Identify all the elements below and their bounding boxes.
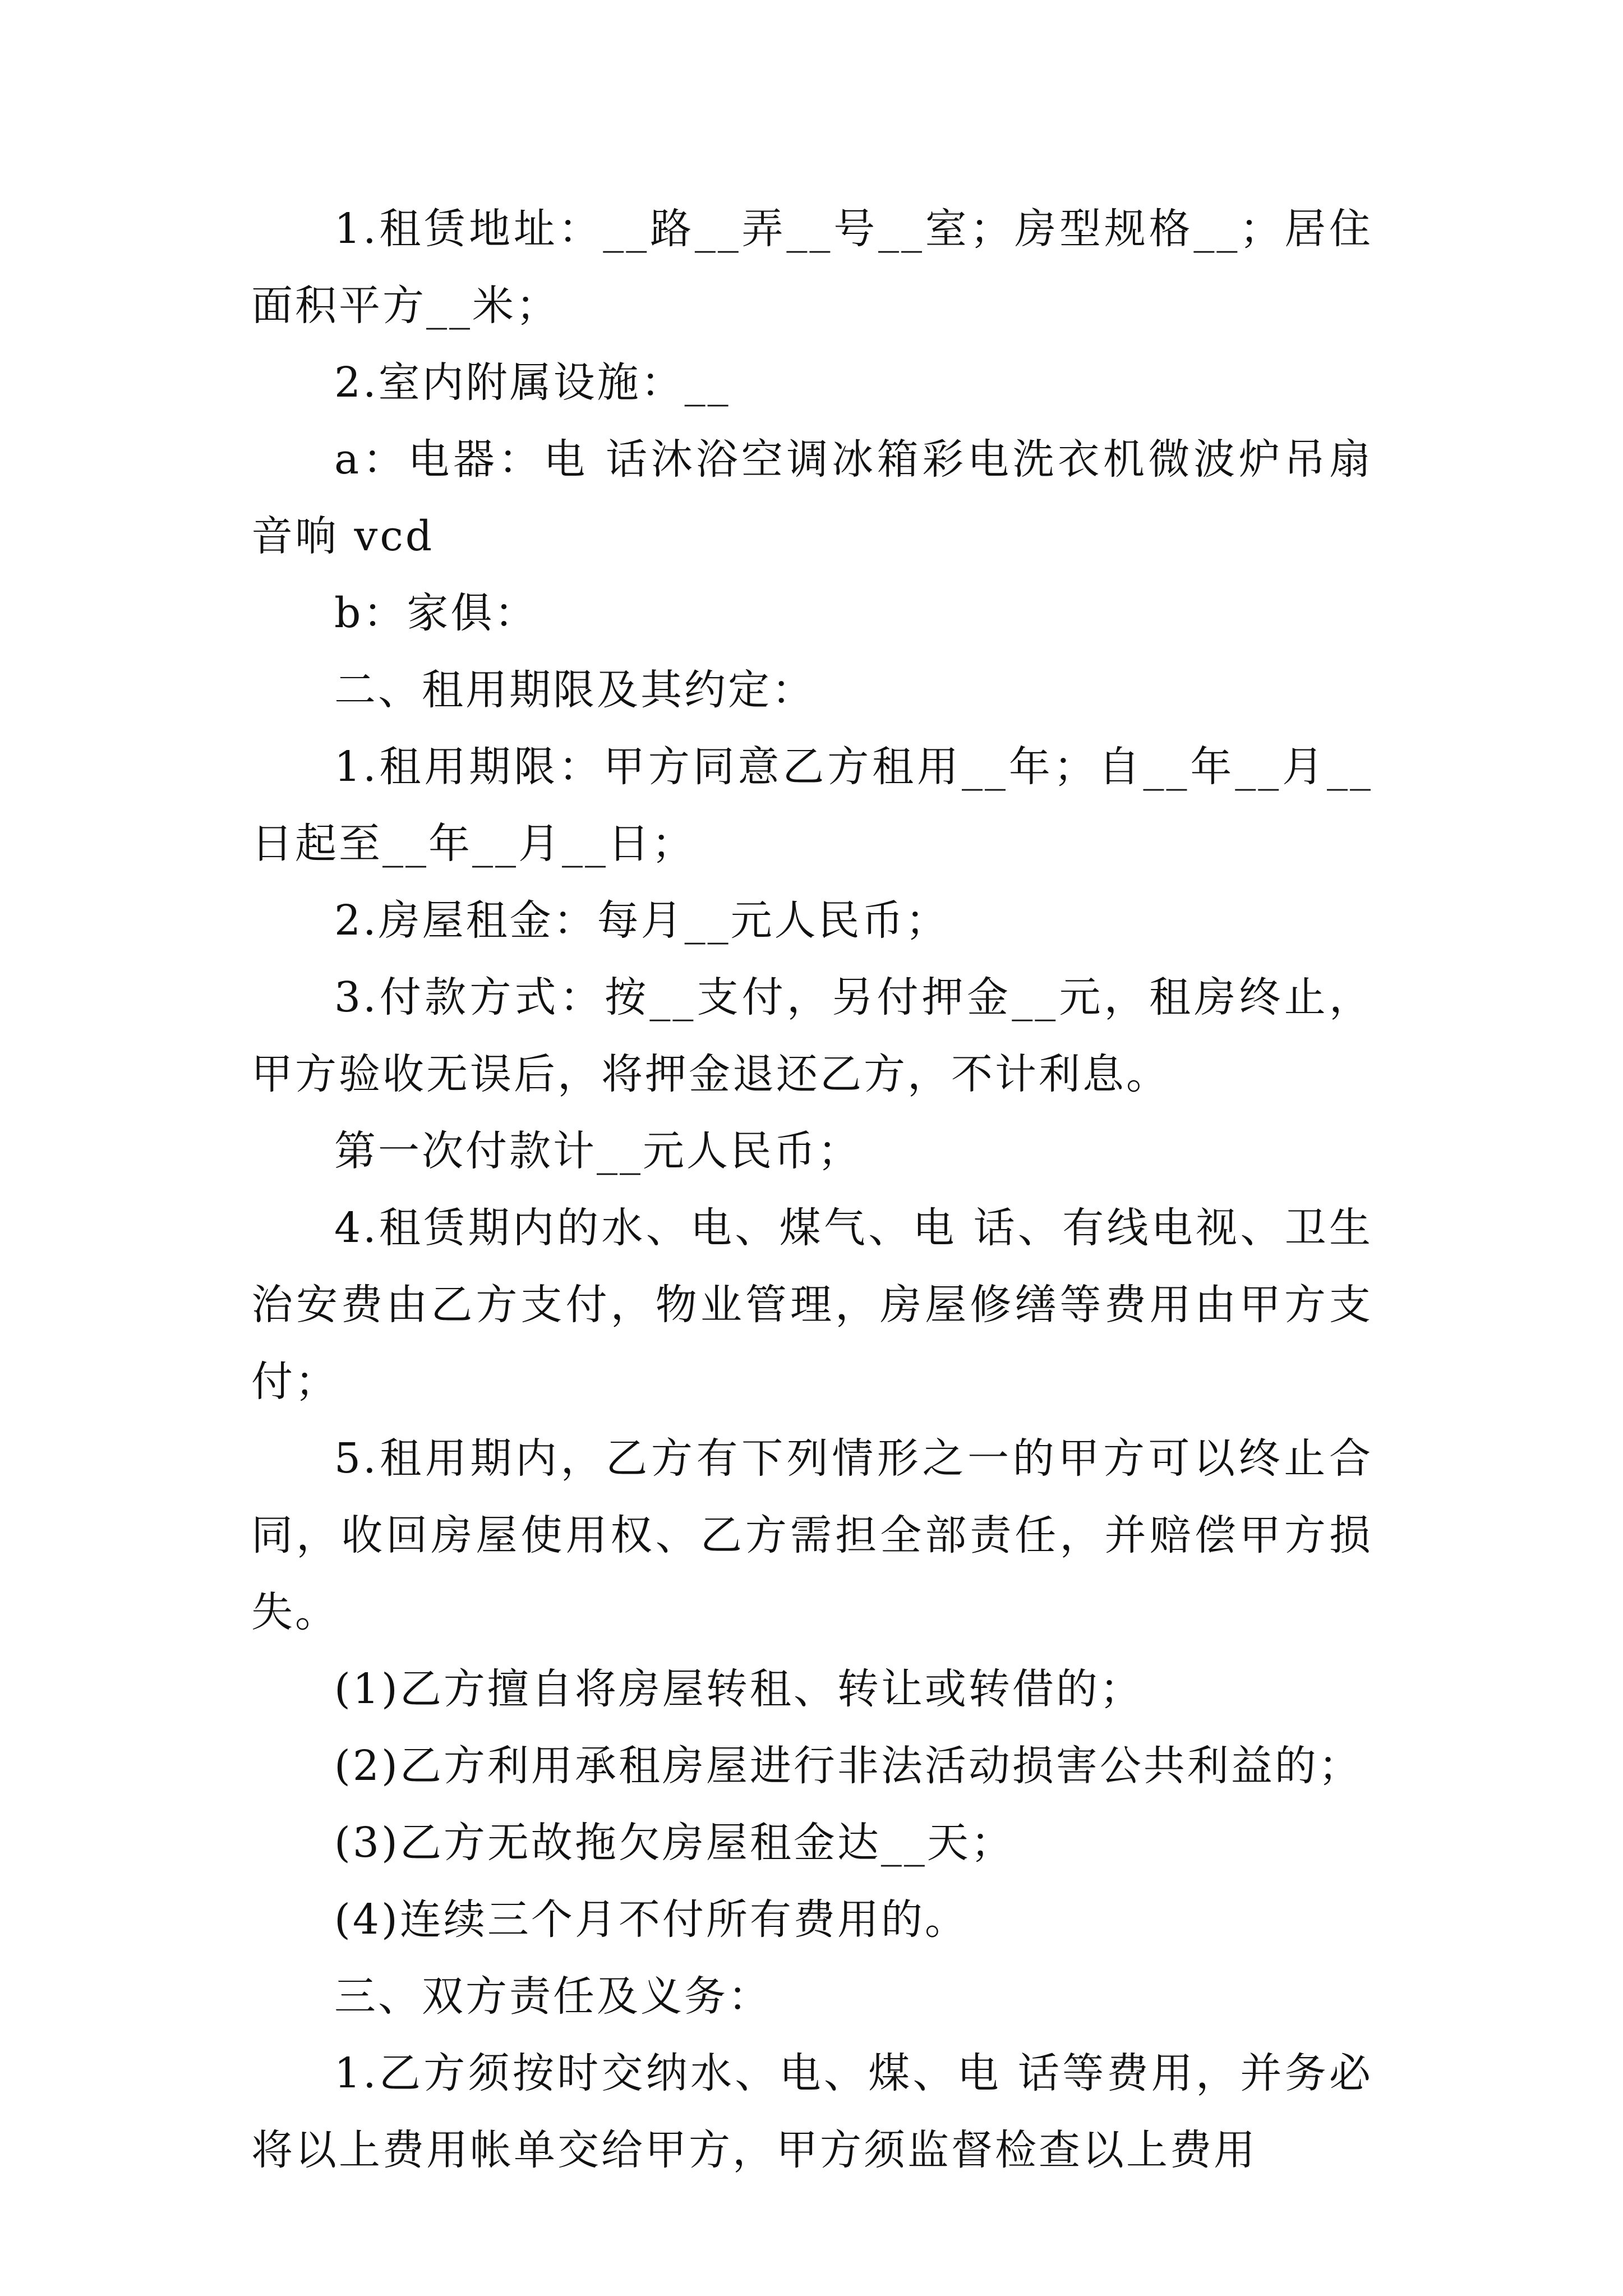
document-body — [251, 191, 1373, 2189]
list-item-rent-arrears: (3)乙方无故拖欠房屋租金达__天； — [334, 1819, 1015, 1867]
paragraph-indoor-facilities: 2.室内附属设施：__ — [334, 358, 731, 407]
paragraph-tenant-obligations: 1.乙方须按时交纳水、电、煤、电 话等费用，并务必将以上费用帐单交给甲方，甲方须监督检查以上费用 — [251, 2049, 1373, 2174]
section-heading-lease-term: 二、租用期限及其约定： — [334, 666, 815, 714]
paragraph-payment-method: 3.付款方式：按__支付，另付押金__元，租房终止，甲方验收无误后，将押金退还乙方，不计利息。 — [251, 973, 1373, 1098]
paragraph-appliances: a：电器：电 话沐浴空调冰箱彩电洗衣机微波炉吊扇音响 vcd — [251, 435, 1373, 560]
paragraph-lease-period: 1.租用期限：甲方同意乙方租用__年；自__年__月__日起至__年__月__日； — [251, 743, 1373, 868]
paragraph-rental-address: 1.租赁地址：__路__弄__号__室；房型规格__；居住面积平方__米； — [251, 205, 1373, 330]
list-item-unpaid-fees: (4)连续三个月不付所有费用的。 — [334, 1895, 969, 1944]
paragraph-first-payment: 第一次付款计__元人民币； — [334, 1127, 861, 1175]
list-item-illegal-use: (2)乙方利用承租房屋进行非法活动损害公共利益的； — [334, 1742, 1362, 1790]
list-item-sublet: (1)乙方擅自将房屋转租、转让或转借的； — [334, 1665, 1144, 1713]
paragraph-termination: 5.租用期内，乙方有下列情形之一的甲方可以终止合同，收回房屋使用权、乙方需担全部责任，并赔偿甲方损失。 — [251, 1434, 1373, 1636]
paragraph-rent: 2.房屋租金：每月__元人民币； — [334, 896, 949, 945]
section-heading-responsibilities: 三、双方责任及义务： — [334, 1972, 772, 2021]
paragraph-utility-fees: 4.租赁期内的水、电、煤气、电 话、有线电视、卫生治安费由乙方支付，物业管理，房屋修缮等费用由甲方支付； — [251, 1204, 1373, 1406]
paragraph-furniture: b：家俱： — [334, 589, 538, 637]
